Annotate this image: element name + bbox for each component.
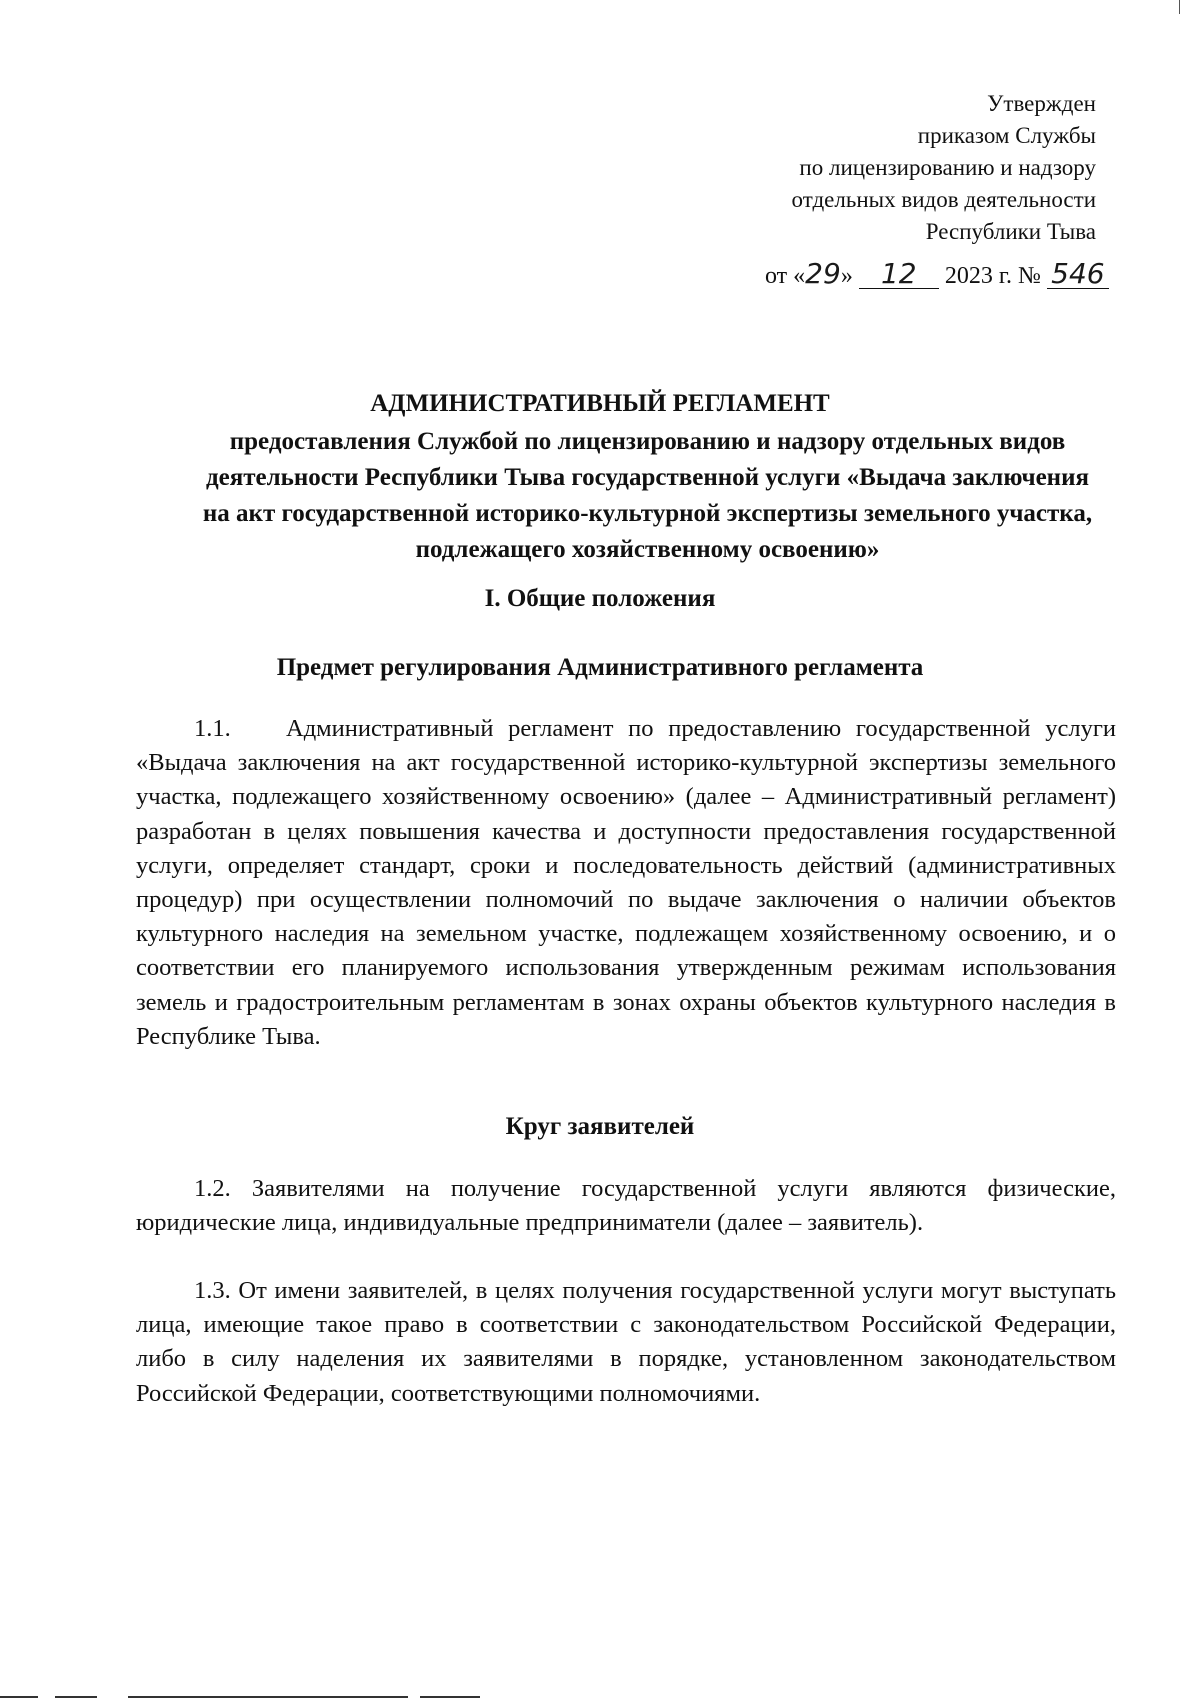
subsection-heading: Предмет регулирования Административного регламента: [276, 654, 924, 681]
approval-line: Утвержден: [987, 91, 1096, 116]
subsection-heading: Круг заявителей: [505, 1113, 695, 1140]
paragraph-1-1: [136, 712, 1116, 1054]
approval-block: [792, 88, 1096, 248]
date-year-number-label: 2023 г. №: [944, 263, 1041, 289]
paragraph-text: Административный регламент по предоставлению государственной услуги «Выдача заключения на акт государственной историко-культурной экспертизы земельного участка, подлежащего хозяйственному освоению» (далее – Административный регламент) разработан в целях повышения качества и доступности предоставления государственной услуги, определяет стандарт, сроки и последовательность действий (административных процедур) при осуществлении полномочий по выдаче заключения о наличии объектов культурного наследия на земельном участке, подлежащем хозяйственному освоению, и о соответствии его планируемого использования утвержденным режимам использования земель и градостроительным регламентам в зонах охраны объектов культурного наследия в Республике Тыва.: [136, 715, 1116, 1050]
paragraph-1-2: 1.2. Заявителями на получение государственной услуги являются физические, юридические лица, индивидуальные предприниматели (далее – заявитель).: [136, 1175, 1116, 1237]
scan-artifact-mark: [1179, 0, 1180, 14]
paragraph-1-3: 1.3. От имени заявителей, в целях получения государственной услуги могут выступать лица, имеющие такое право в соответствии с законодательством Российской Федерации, либо в силу наделения их заявителями в порядке, установленном законодательством Российской Федерации, соответствующими полномочиями.: [136, 1277, 1116, 1407]
handwritten-order-number: 546: [1047, 260, 1109, 289]
approval-date-line: [765, 258, 1109, 292]
approval-line: отдельных видов деятельности: [791, 187, 1096, 212]
date-prefix: от «: [765, 263, 806, 289]
approval-line: приказом Службы: [917, 123, 1096, 148]
scan-edge-line: [128, 1696, 408, 1698]
approval-line: Республики Тыва: [925, 219, 1096, 244]
paragraph-number: 1.1.: [194, 715, 231, 742]
section-heading: I. Общие положения: [484, 585, 716, 612]
approval-line: по лицензированию и надзору: [799, 155, 1096, 180]
handwritten-day: 29: [805, 257, 841, 290]
scan-edge-line: [55, 1696, 97, 1698]
handwritten-month: 12: [859, 260, 939, 289]
document-title: АДМИНИСТРАТИВНЫЙ РЕГЛАМЕНТ: [370, 390, 830, 417]
date-day-close: »: [840, 263, 853, 289]
scan-edge-line: [420, 1696, 480, 1698]
scan-edge-line: [0, 1696, 38, 1698]
document-subtitle: предоставления Службой по лицензированию и надзору отдельных видов деятельности Республики Тыва государственной услуги «Выдача заключения на акт государственной историко-культурной экспертизы земельного участка, подлежащего хозяйственному освоению»: [202, 428, 1093, 563]
